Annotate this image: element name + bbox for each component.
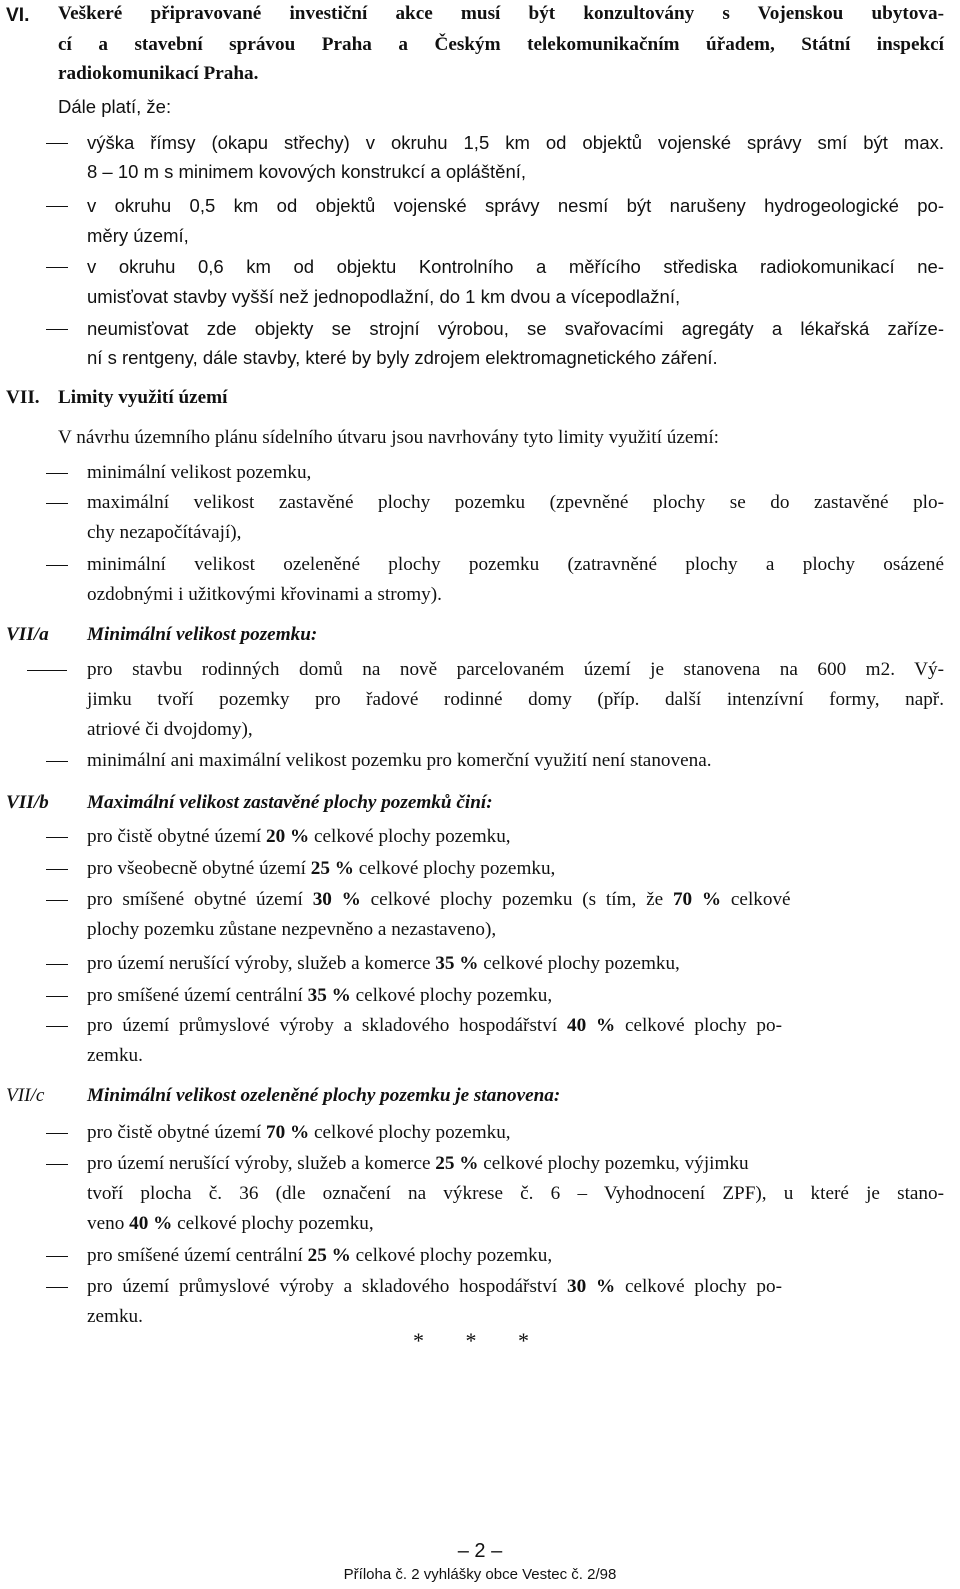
section-7c-item-2-cont-2: veno 40 % celkové plochy pozemku, [87,1213,374,1234]
section-7b-item-6-cont: zemku. [87,1045,143,1066]
section-6-item-2-cont: měry území, [87,225,189,246]
document-page: VI. Veškeré připravované investiční akce musí být konzultovány s Vojenskou ubytova- cí a stavební správou Praha a Českým telekomunikačním úřadem, Státní inspekcí radiokomunikací Praha. Dále platí, že: výška římsy (okapu střechy) v okruhu 1,5 km od objektů vojenské správy smí být max. 8 – 10 m s minimem kovových konstrukcí a opláštění, v okruhu 0,5 km od objektů vojenské správy nesmí být narušeny hydrogeologické po- měry území, v okruhu 0,6 km od objektu Kontrolního a měřícího střediska radiokomunikací ne- umisťovat stavby vyšší než jednopodlažní, do 1 km dvou a vícepodlažní, neumisťovat zde objekty se strojní výrobou, se svařovacími agregáty a lékařská zaříze- ní s rentgeny, dále stavby, které by byly zdrojem elektromagnetického záření. VII. Limity využití území V návrhu územního plánu sídelního útvaru jsou navrhovány tyto limity využití území: minimální velikost pozemku, maximální velikost zastavěné plochy pozemku (zpevněné plochy se do zastavěné plo- chy nezapočítávají), minimální velikost ozeleněné plochy pozemku (zatravněné plochy a plochy osázené ozdobnými i užitkovými křovinami a stromy). VII/a Minimální velikost pozemku: pro stavbu rodinných domů na nově parcelovaném území je stanovena na 600 m2. Vý- jimku tvoří pozemky pro řadové rodinné domy (příp. další intenzívní formy, např. atriové či dvojdomy), minimální ani maximální velikost pozemku pro komerční využití není stanovena. VII/b Maximální velikost zastavěné plochy pozemků činí: pro čistě obytné území 20 % celkové plochy pozemku, pro všeobecně obytné území 25 % celkové plochy pozemku, pro smíšené obytné území 30 % celkové plochy pozemku (s tím, že 70 % celkové plochy pozemku zůstane nezpevněno a nezastaveno), pro území nerušící výroby, služeb a komerce 35 % celkové plochy pozemku, pro smíšené území centrální 35 % celkové plochy pozemku, pro území průmyslové výroby a skladového hospodářství 40 % celkové plochy po- zemku. VII/c Minimální velikost ozeleněné plochy pozemku je stanovena: pro čistě obytné území 70 % celkové plochy pozemku, pro území nerušící výroby, služeb a komerce 25 % celkové plochy pozemku, výjimku tvoří plocha č. 36 (dle označení na výkrese č. 6 – Vyhodnocení ZPF), u které je stano- veno 40 % celkové plochy pozemku, pro smíšené území centrální 25 % celkové plochy pozemku, pro území průmyslové výroby a skladového hospodářství 30 % celkové plochy po- zemku. * * * – 2 – Příloha č. 2 vyhlášky obce Vestec č. 2/98 [0,0,960,1589]
section-6-line-2: cí a stavební správou Praha a Českým telekomunikačním úřadem, Státní inspekcí [58,34,944,55]
dash-bullet [46,964,68,965]
section-6-item-3-cont: umisťovat stavby vyšší než jednopodlažní, do 1 km dvou a vícepodlažní, [87,286,681,307]
dash-bullet [46,1133,68,1134]
dash-bullet [46,837,68,838]
dash-bullet [46,267,68,268]
dash-bullet [46,1287,68,1288]
section-separator-stars: * * * [413,1328,547,1353]
section-6-item-1-cont: 8 – 10 m s minimem kovových konstrukcí a opláštění, [87,161,527,182]
dash-bullet [46,1256,68,1257]
section-7a-item-1-cont-2: atriové či dvojdomy), [87,719,253,740]
section-6-intro: Dále platí, že: [58,96,172,117]
dash-bullet [46,1026,68,1027]
footer-text: Příloha č. 2 vyhlášky obce Vestec č. 2/98 [343,1566,617,1583]
dash-bullet [46,996,68,997]
section-7a-item-1-cont-1: jimku tvoří pozemky pro řadové rodinné domy (příp. další intenzívní formy, např. [87,689,944,710]
section-7b-item-3-cont: plochy pozemku zůstane nezpevněno a nezastaveno), [87,919,497,940]
section-7-item-3-cont: ozdobnými i užitkovými křovinami a stromy). [87,584,442,605]
section-6-line-3: radiokomunikací Praha. [58,63,259,84]
section-7c-item-4-cont: zemku. [87,1306,143,1327]
dash-bullet [46,206,68,207]
section-6-line-1: Veškeré připravované investiční akce musí být konzultovány s Vojenskou ubytova- [58,3,944,24]
dash-bullet [46,329,68,330]
dash-bullet [46,1164,68,1165]
dash-bullet [46,473,68,474]
dash-bullet [46,761,68,762]
section-7-intro: V návrhu územního plánu sídelního útvaru jsou navrhovány tyto limity využití území: [58,427,719,448]
dash-bullet [46,900,68,901]
dash-bullet [46,869,68,870]
section-6-item-4-cont: ní s rentgeny, dále stavby, které by byly zdrojem elektromagnetického záření. [87,347,718,368]
section-7-item-2-cont: chy nezapočítávají), [87,522,242,543]
dash-bullet [46,503,68,504]
section-7c-item-2-cont-1: tvoří plocha č. 36 (dle označení na výkrese č. 6 – Vyhodnocení ZPF), u které je stano- [87,1183,944,1204]
dash-bullet [46,143,68,144]
dash-bullet [27,670,67,671]
dash-bullet [46,565,68,566]
page-number: – 2 – [457,1540,503,1562]
